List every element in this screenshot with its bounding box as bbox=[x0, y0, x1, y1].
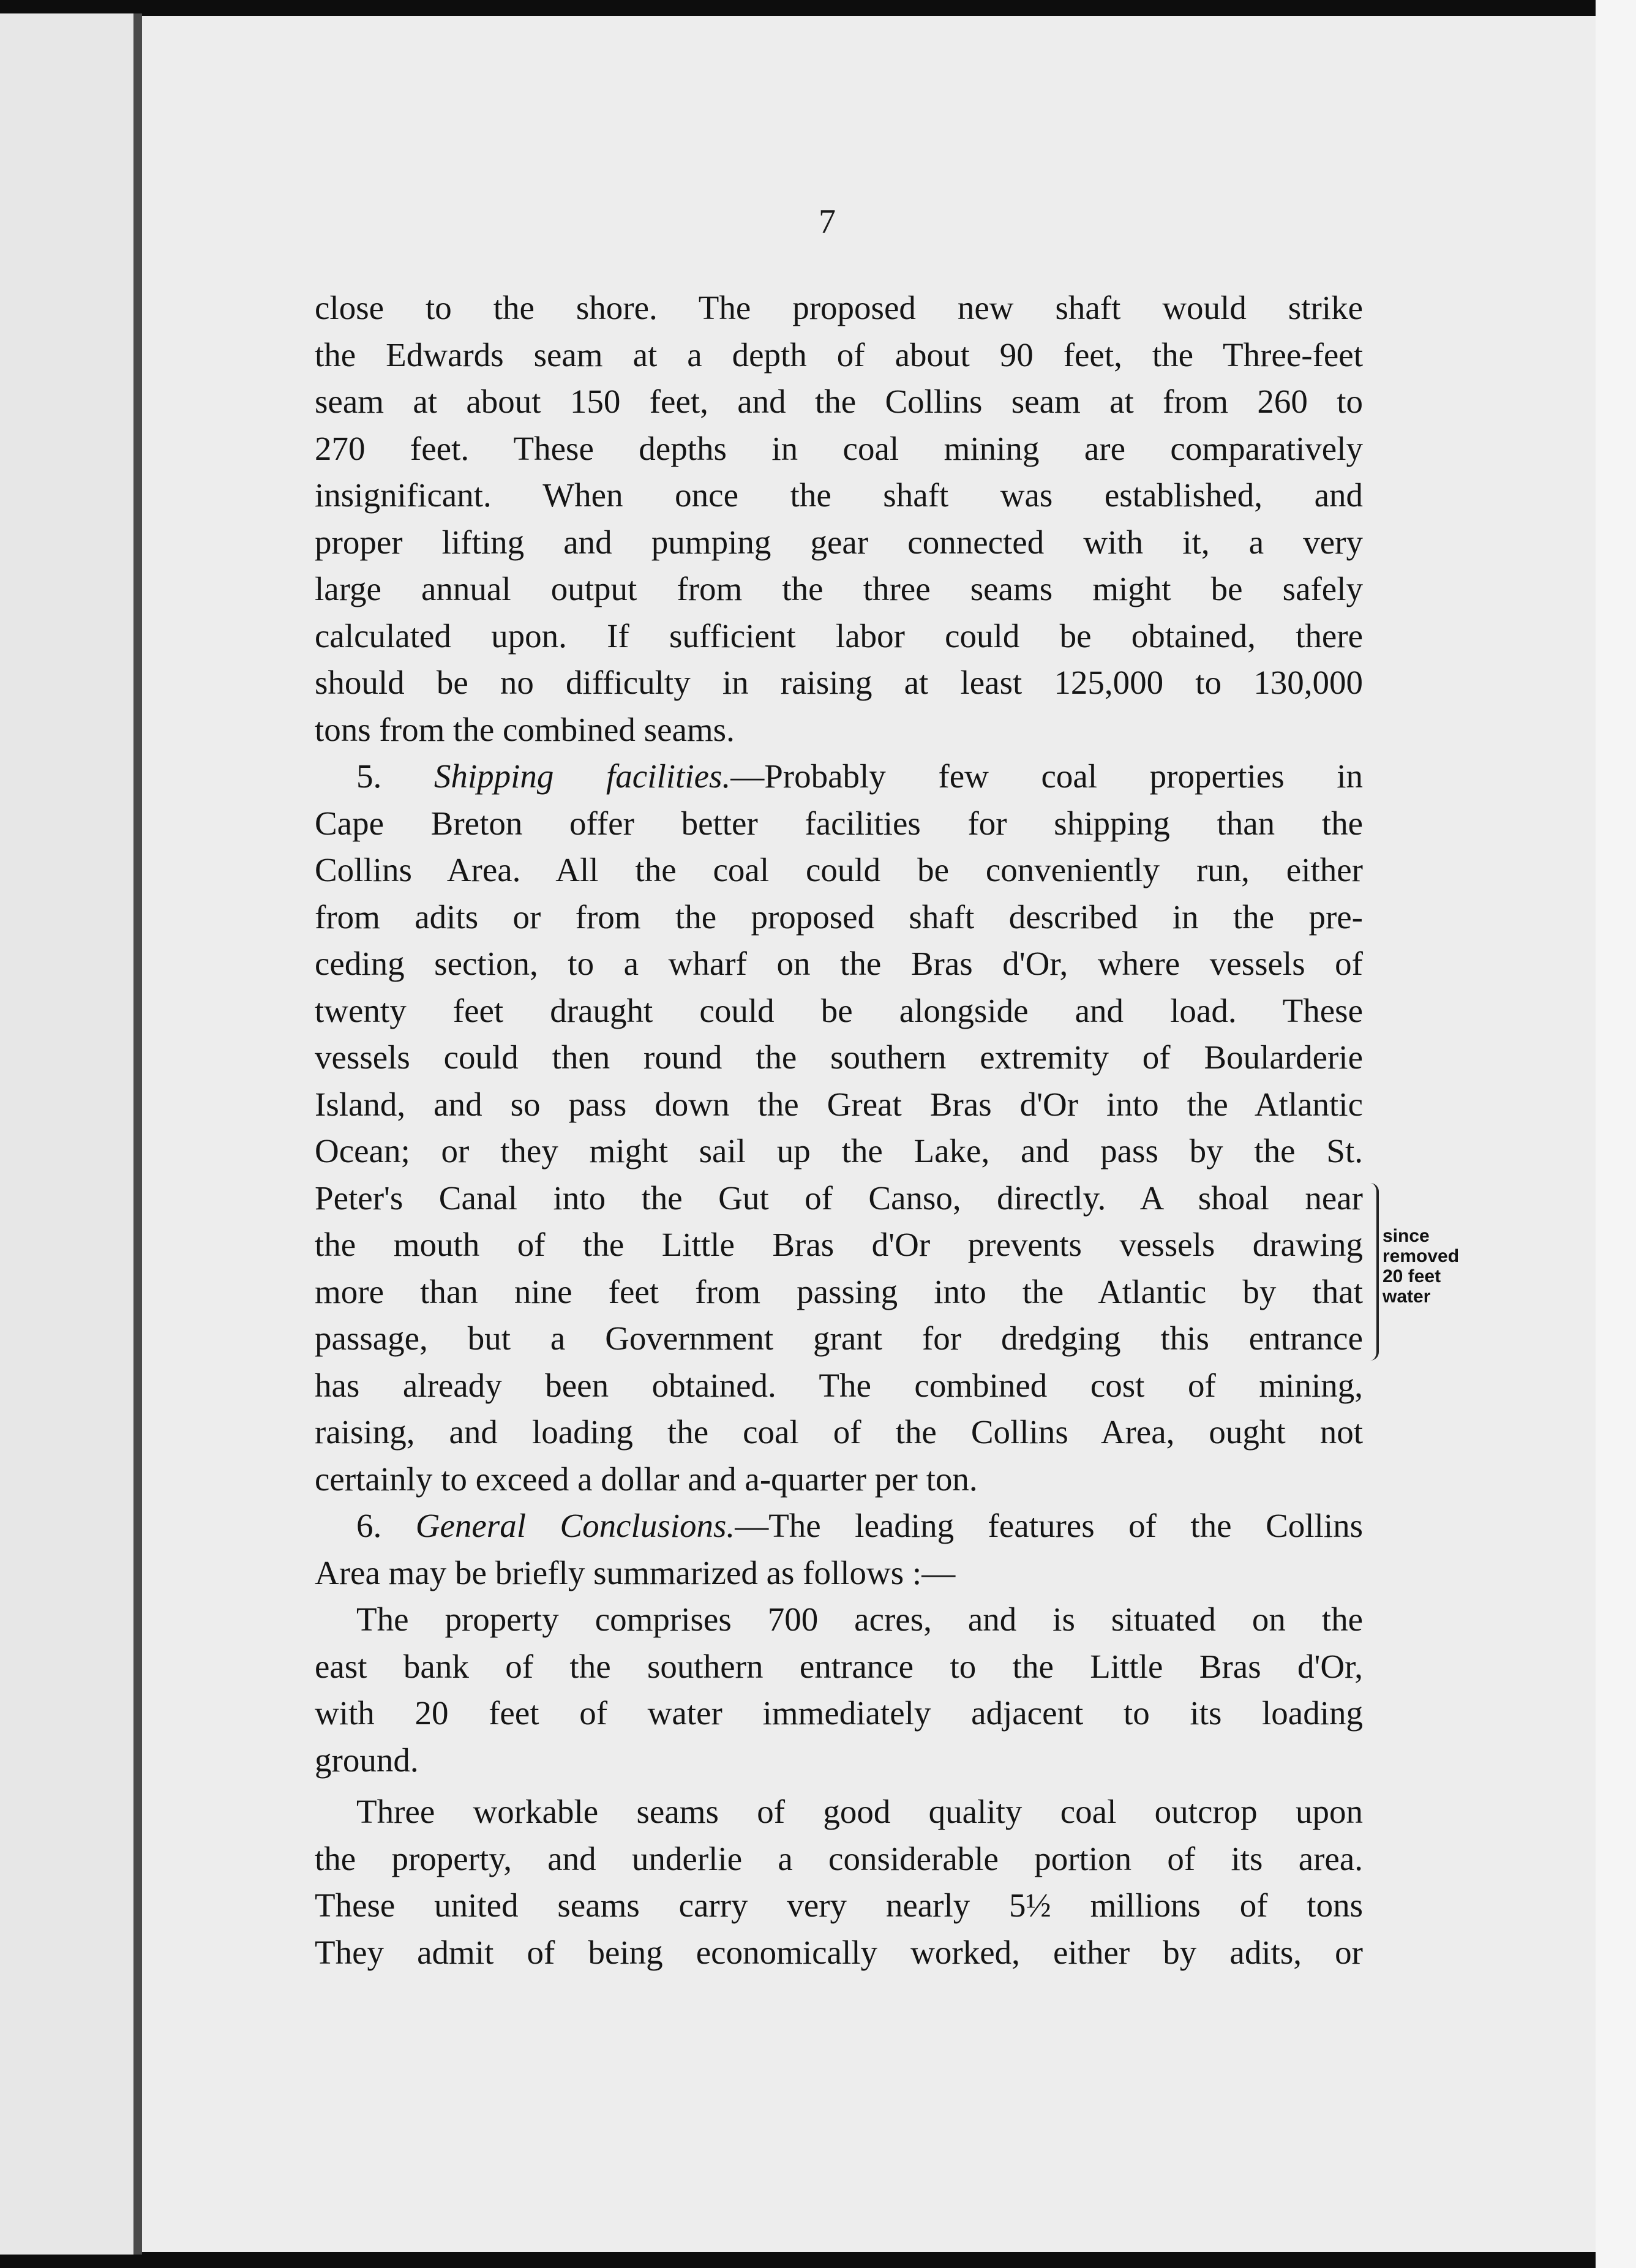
text-line: 270 feet. These depths in coal mining are comparatively bbox=[315, 429, 1363, 467]
margin-note-line: 20 feet bbox=[1383, 1266, 1441, 1286]
section-shipping-facilities bbox=[315, 753, 1363, 1503]
text-line: Collins Area. All the coal could be conveniently run, either bbox=[315, 851, 1363, 888]
text-line: has already been obtained. The combined cost of mining, bbox=[315, 1366, 1363, 1404]
text-line: They admit of being economically worked, either by adits, or bbox=[315, 1933, 1363, 1971]
text-line: seam at about 150 feet, and the Collins seam at from 260 to bbox=[315, 383, 1363, 420]
section-heading-line bbox=[315, 1503, 1363, 1550]
scan-margin bbox=[1596, 0, 1636, 2268]
text-line: with 20 feet of water immediately adjacent to its loading bbox=[315, 1694, 1363, 1732]
text-line: from adits or from the proposed shaft described in the pre- bbox=[315, 898, 1363, 936]
text-line: —The leading features of the Collins bbox=[735, 1507, 1364, 1544]
text-line: ceding section, to a wharf on the Bras d'Or, where vessels of bbox=[315, 945, 1363, 982]
text-line: These united seams carry very nearly 5½ millions of tons bbox=[315, 1887, 1363, 1924]
text-line: raising, and loading the coal of the Collins Area, ought not bbox=[315, 1413, 1363, 1451]
text-line: —Probably few coal properties in bbox=[730, 757, 1363, 795]
paragraph-continuation bbox=[315, 285, 1363, 753]
margin-note-line: since bbox=[1383, 1226, 1430, 1246]
facing-page-edge bbox=[0, 13, 133, 2255]
section-heading-line bbox=[315, 753, 1363, 800]
text-line: Island, and so pass down the Great Bras d'Or into the Atlantic bbox=[315, 1085, 1363, 1123]
margin-note-bracket bbox=[1364, 1183, 1379, 1361]
text-line: east bank of the southern entrance to the Little Bras d'Or, bbox=[315, 1647, 1363, 1685]
text-line: close to the shore. The proposed new shaft would strike bbox=[315, 289, 1363, 326]
page-number: 7 bbox=[819, 203, 836, 241]
text-line: vessels could then round the southern extremity of Boularderie bbox=[315, 1038, 1363, 1076]
book-gutter bbox=[133, 13, 142, 2255]
text-line: Cape Breton offer better facilities for shipping than the bbox=[315, 804, 1363, 842]
text-line: should be no difficulty in raising at least 125,000 to 130,000 bbox=[315, 664, 1363, 701]
paragraph-property bbox=[315, 1596, 1363, 1784]
text-line: the mouth of the Little Bras d'Or prevents vessels drawing bbox=[315, 1226, 1363, 1263]
section-number: 6. bbox=[356, 1507, 382, 1544]
paragraph-seams bbox=[315, 1789, 1363, 1976]
text-line: the property, and underlie a considerable portion of its area. bbox=[315, 1839, 1363, 1877]
text-line: Peter's Canal into the Gut of Canso, directly. A shoal near bbox=[315, 1179, 1363, 1217]
text-line: calculated upon. If sufficient labor could be obtained, there bbox=[315, 617, 1363, 655]
margin-note-line: water bbox=[1383, 1286, 1431, 1307]
text-line: twenty feet draught could be alongside and load. These bbox=[315, 991, 1363, 1029]
text-line: tons from the combined seams. bbox=[315, 710, 735, 748]
text-line: ground. bbox=[315, 1741, 419, 1779]
text-line: Area may be briefly summarized as follows :— bbox=[315, 1553, 956, 1591]
text-line: certainly to exceed a dollar and a-quarter per ton. bbox=[315, 1460, 978, 1498]
text-line: large annual output from the three seams might be safely bbox=[315, 570, 1363, 607]
margin-note bbox=[1383, 1226, 1480, 1307]
text-line: Ocean; or they might sail up the Lake, and pass by the St. bbox=[315, 1132, 1363, 1170]
text-line: The property comprises 700 acres, and is situated on the bbox=[356, 1601, 1363, 1638]
section-heading: Shipping facilities. bbox=[433, 757, 731, 795]
body-text bbox=[315, 285, 1363, 1976]
text-line: Three workable seams of good quality coal outcrop upon bbox=[356, 1793, 1363, 1830]
section-number: 5. bbox=[356, 757, 382, 795]
text-line: insignificant. When once the shaft was established, and bbox=[315, 476, 1363, 514]
section-heading: General Conclusions. bbox=[415, 1507, 735, 1544]
text-line: more than nine feet from passing into the Atlantic by that bbox=[315, 1272, 1363, 1310]
section-general-conclusions bbox=[315, 1503, 1363, 1596]
text-line: passage, but a Government grant for dredging this entrance bbox=[315, 1320, 1363, 1357]
margin-note-line: removed bbox=[1383, 1246, 1460, 1266]
text-line: proper lifting and pumping gear connected with it, a very bbox=[315, 523, 1363, 561]
text-line: the Edwards seam at a depth of about 90 feet, the Three-feet bbox=[315, 336, 1363, 374]
